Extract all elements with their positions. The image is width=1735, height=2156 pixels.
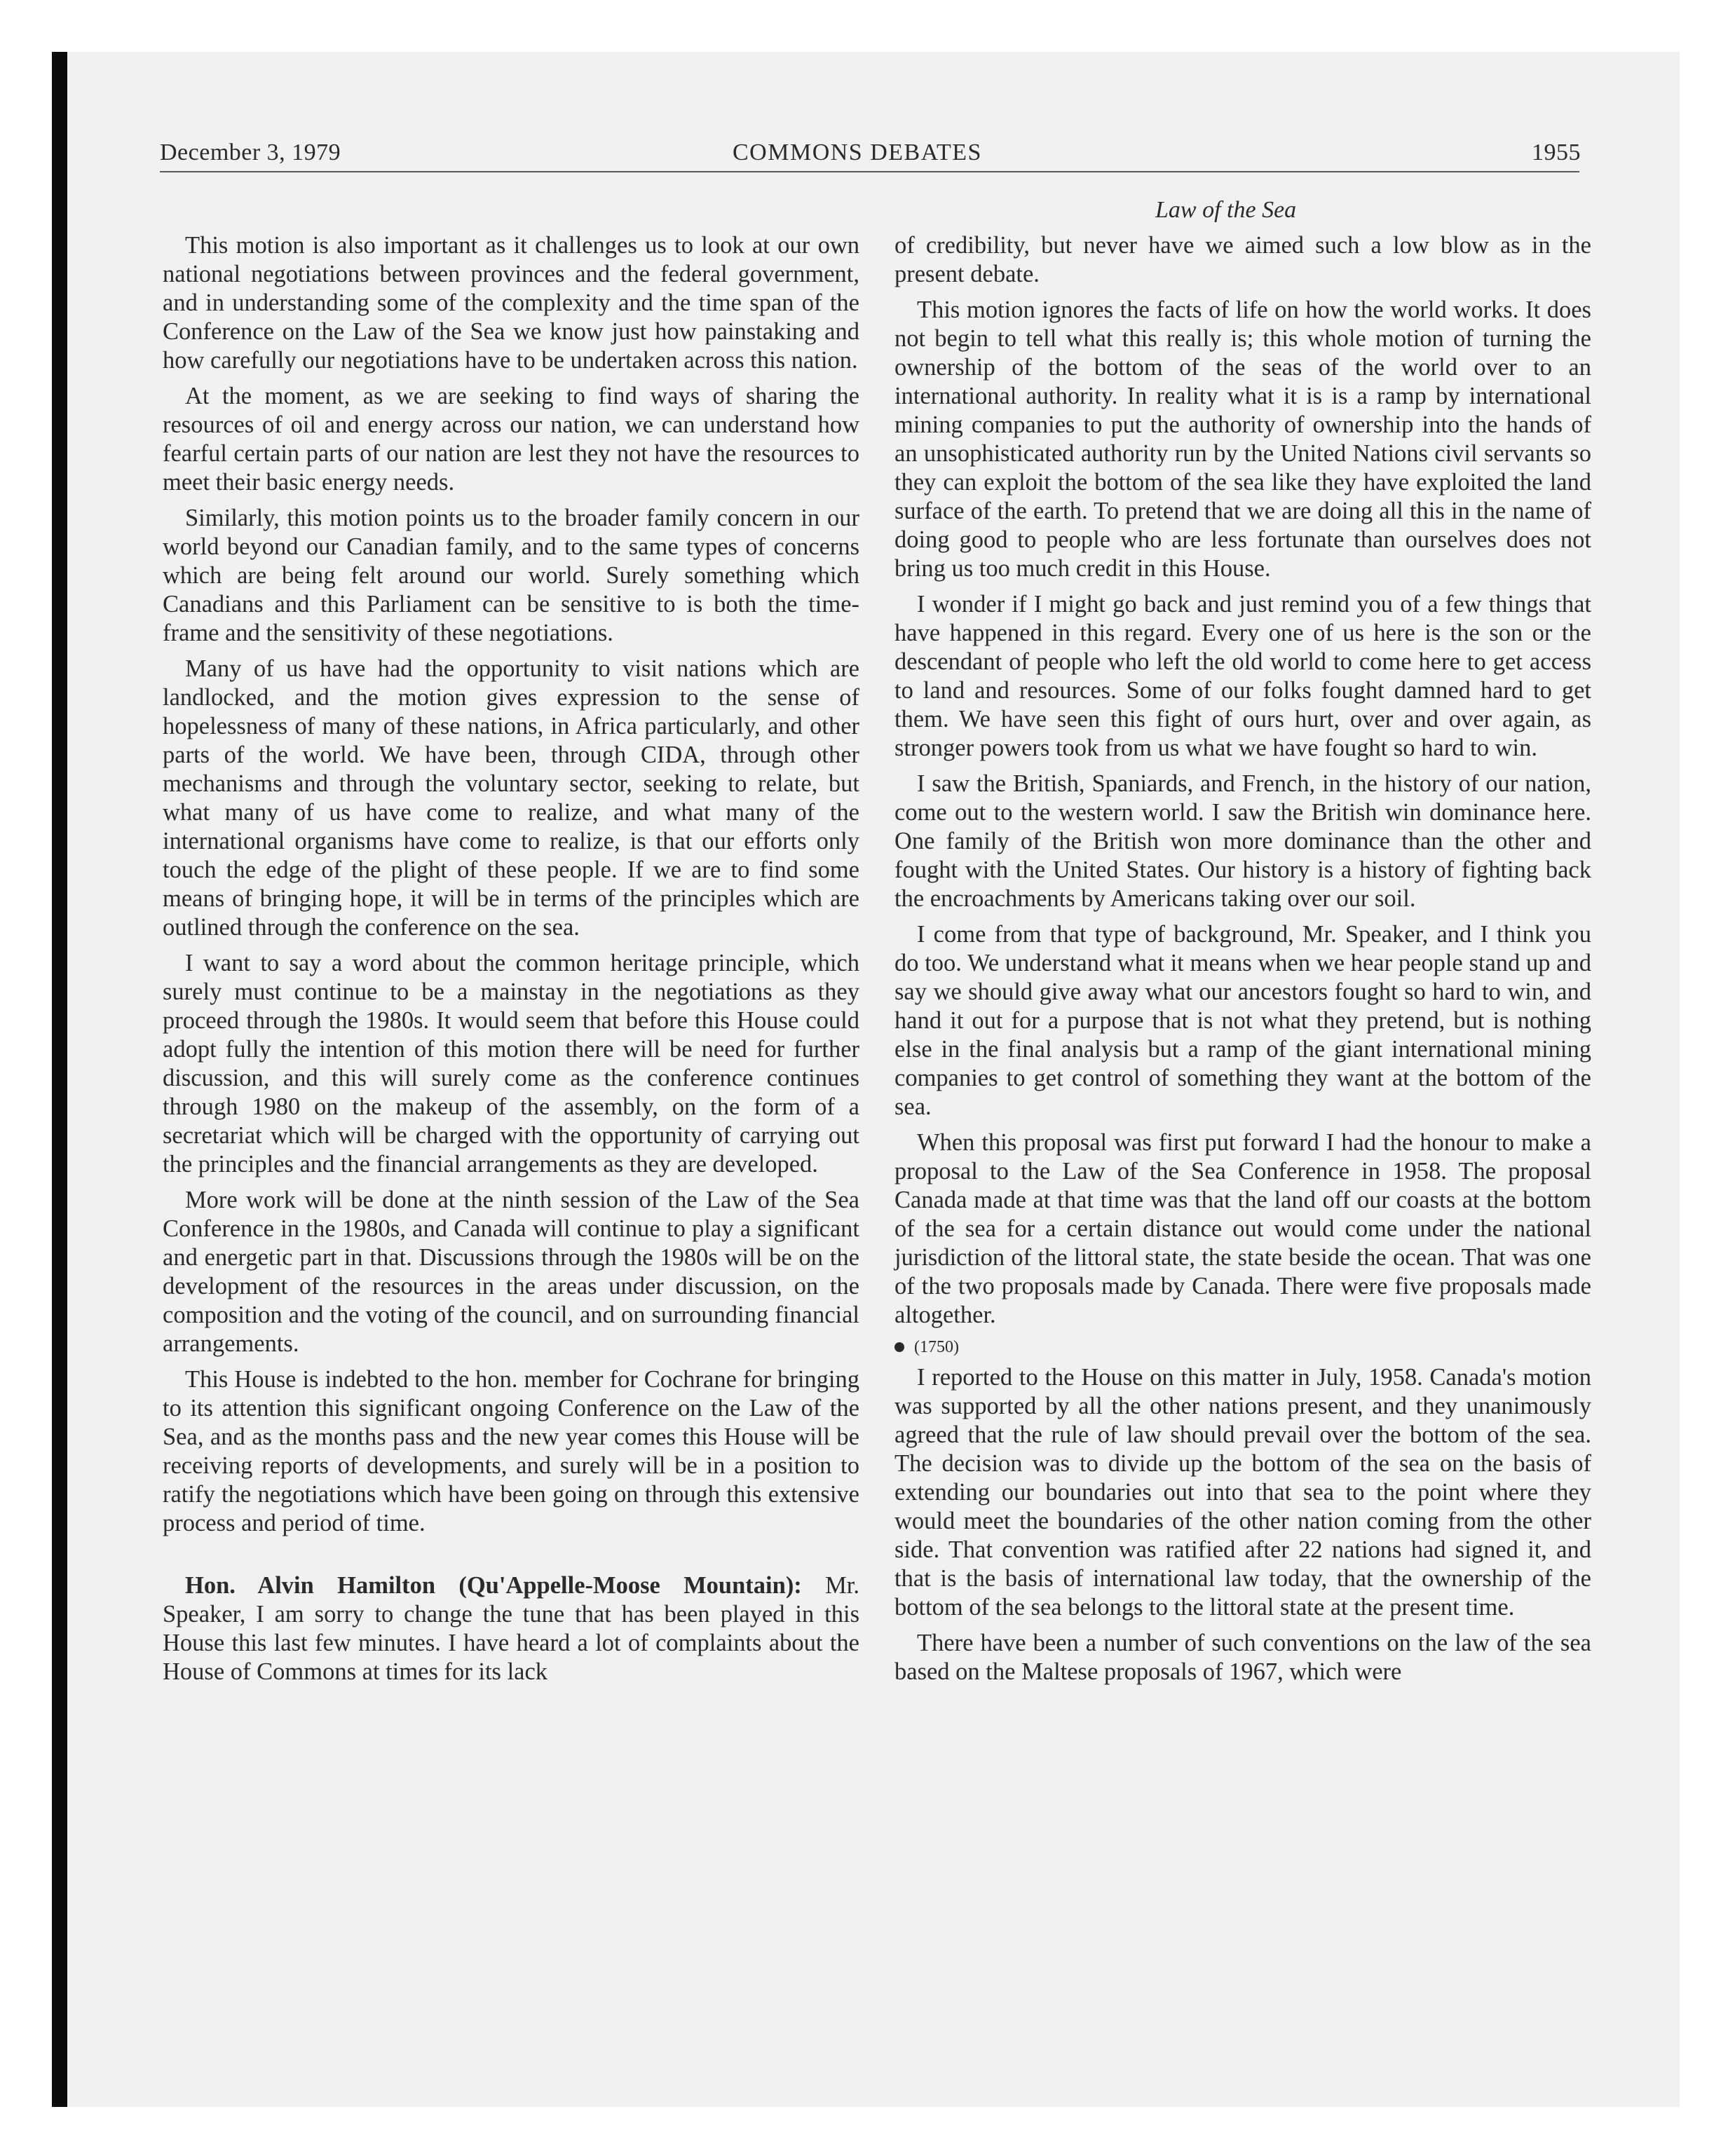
paragraph: This House is indebted to the hon. member for Cochrane for bringing to its attention this significant ongoing Conference on the Law of the Sea, and as the months pass and the new year comes this House will be receiving reports of developments, and surely will be in a position to ratify the negotiations which have been going on through this extensive process and period of time.	[163, 1366, 859, 1536]
timestamp: (1750)	[914, 1338, 959, 1356]
header-date: December 3, 1979	[160, 139, 341, 165]
header-rule	[160, 171, 1579, 172]
header-page-number: 1955	[1532, 139, 1581, 165]
paragraph: More work will be done at the ninth session of the Law of the Sea Conference in the 1980s, and Canada will continue to play a significant and energetic part in that. Discussions through the 1980s will be on the development of the resources in the areas under discussion, on the composition and the voting of the council, and on surrounding financial arrangements.	[163, 1187, 859, 1357]
paragraph: Many of us have had the opportunity to visit nations which are landlocked, and the motion gives expression to the sense of hopelessness of many of these nations, in Africa particularly, and other parts of the world. We have been, through CIDA, through other mechanisms and through the voluntary sector, seeking to relate, but what many of us have come to realize, and what many of the international organisms have come to realize, is that our efforts only touch the edge of the plight of these people. If we are to find some means of bringing hope, it will be in terms of the principles which are outlined through the conference on the sea.	[163, 655, 859, 941]
paragraph: There have been a number of such conventions on the law of the sea based on the Maltese proposals of 1967, which were	[894, 1630, 1591, 1685]
paragraph: I wonder if I might go back and just remind you of a few things that have happened in this regard. Every one of us here is the son or the descendant of people who left the old world to come here to get access to land and resources. Some of our folks fought damned hard to get them. We have seen this fight of ours hurt, over and over again, as stronger powers took from us what we have fought so hard to win.	[894, 591, 1591, 761]
timestamp-marker	[894, 1335, 1591, 1359]
speaker-paragraph	[163, 1571, 859, 1686]
paragraph: I want to say a word about the common heritage principle, which surely must continue to be a mainstay in the negotiations as they proceed through the 1980s. It would seem that before this House could adopt fully the intention of this motion there will be need for further discussion, and this will surely come as the conference continues through 1980 on the makeup of the assembly, on the form of a secretariat which will be charged with the opportunity of carrying out the principles and the financial arrangements as they are developed.	[163, 950, 859, 1178]
paragraph: At the moment, as we are seeking to find ways of sharing the resources of oil and energy across our nation, we can understand how fearful certain parts of our nation are lest they not have the resources to meet their basic energy needs.	[163, 383, 859, 496]
paragraph: This motion is also important as it challenges us to look at our own national negotiations between provinces and the federal government, and in understanding some of the complexity and the time span of the Conference on the Law of the Sea we know just how painstaking and how carefully our negotiations have to be undertaken across this nation.	[163, 232, 859, 374]
paragraph: This motion ignores the facts of life on how the world works. It does not begin to tell what this really is; this whole motion of turning the ownership of the bottom of the seas of the world over to an international authority. In reality what it is is a ramp by international mining companies to put the authority of ownership into the hands of an unsophisticated authority run by the United Nations civil servants so they can exploit the bottom of the sea like they have exploited the land surface of the earth. To pretend that we are doing all this in the name of doing good to people who are less fortunate than ourselves does not bring us too much credit in this House.	[894, 296, 1591, 582]
running-head: Law of the Sea	[1155, 197, 1297, 223]
scan-border	[52, 52, 67, 2107]
paragraph: When this proposal was first put forward I had the honour to make a proposal to the Law of the Sea Conference in 1958. The proposal Canada made at that time was that the land off our coasts at the bottom of the sea for a certain distance out would come under the national jurisdiction of the littoral state, the state beside the ocean. That was one of the two proposals made by Canada. There were five proposals made altogether.	[894, 1129, 1591, 1328]
speaker-text: Mr. Speaker, I am sorry to change the tune that has been played in this House this last few minutes. I have heard a lot of complaints about the House of Commons at times for its lack	[163, 1572, 860, 1685]
right-column	[894, 231, 1591, 1686]
paragraph: I saw the British, Spaniards, and French, in the history of our nation, come out to the western world. I saw the British win dominance here. One family of the British won more dominance than the other and fought with the United States. Our history is a history of fighting back the encroachments by Americans taking over our soil.	[894, 770, 1591, 912]
left-column	[163, 231, 859, 1686]
paragraph: I reported to the House on this matter in July, 1958. Canada's motion was supported by all the other nations present, and they unanimously agreed that the rule of law should prevail over the bottom of the sea. The decision was to divide up the bottom of the sea on the basis of extending our boundaries out into that sea to the point where they would meet the boundaries of the other nation coming from the other side. That convention was ratified after 22 nations had signed it, and that is the basis of international law today, that the ownership of the bottom of the sea belongs to the littoral state at the present time.	[894, 1364, 1591, 1621]
header-publication: COMMONS DEBATES	[733, 139, 982, 165]
speaker-name: Hon. Alvin Hamilton (Qu'Appelle-Moose Mountain):	[185, 1572, 802, 1599]
paragraph: I come from that type of background, Mr. Speaker, and I think you do too. We understand what it means when we hear people stand up and say we should give away what our ancestors fought so hard to win, and hand it out for a purpose that is not what they pretend, but is nothing else in the final analysis but a ramp of the giant international mining companies to get control of something they want at the bottom of the sea.	[894, 921, 1591, 1120]
paragraph: of credibility, but never have we aimed such a low blow as in the present debate.	[894, 232, 1591, 287]
paragraph: Similarly, this motion points us to the broader family concern in our world beyond our Canadian family, and to the same types of concerns which are being felt around our world. Surely something which Canadians and this Parliament can be sensitive to is both the time-frame and the sensitivity of these negotiations.	[163, 505, 859, 646]
bullet-icon	[894, 1342, 904, 1352]
